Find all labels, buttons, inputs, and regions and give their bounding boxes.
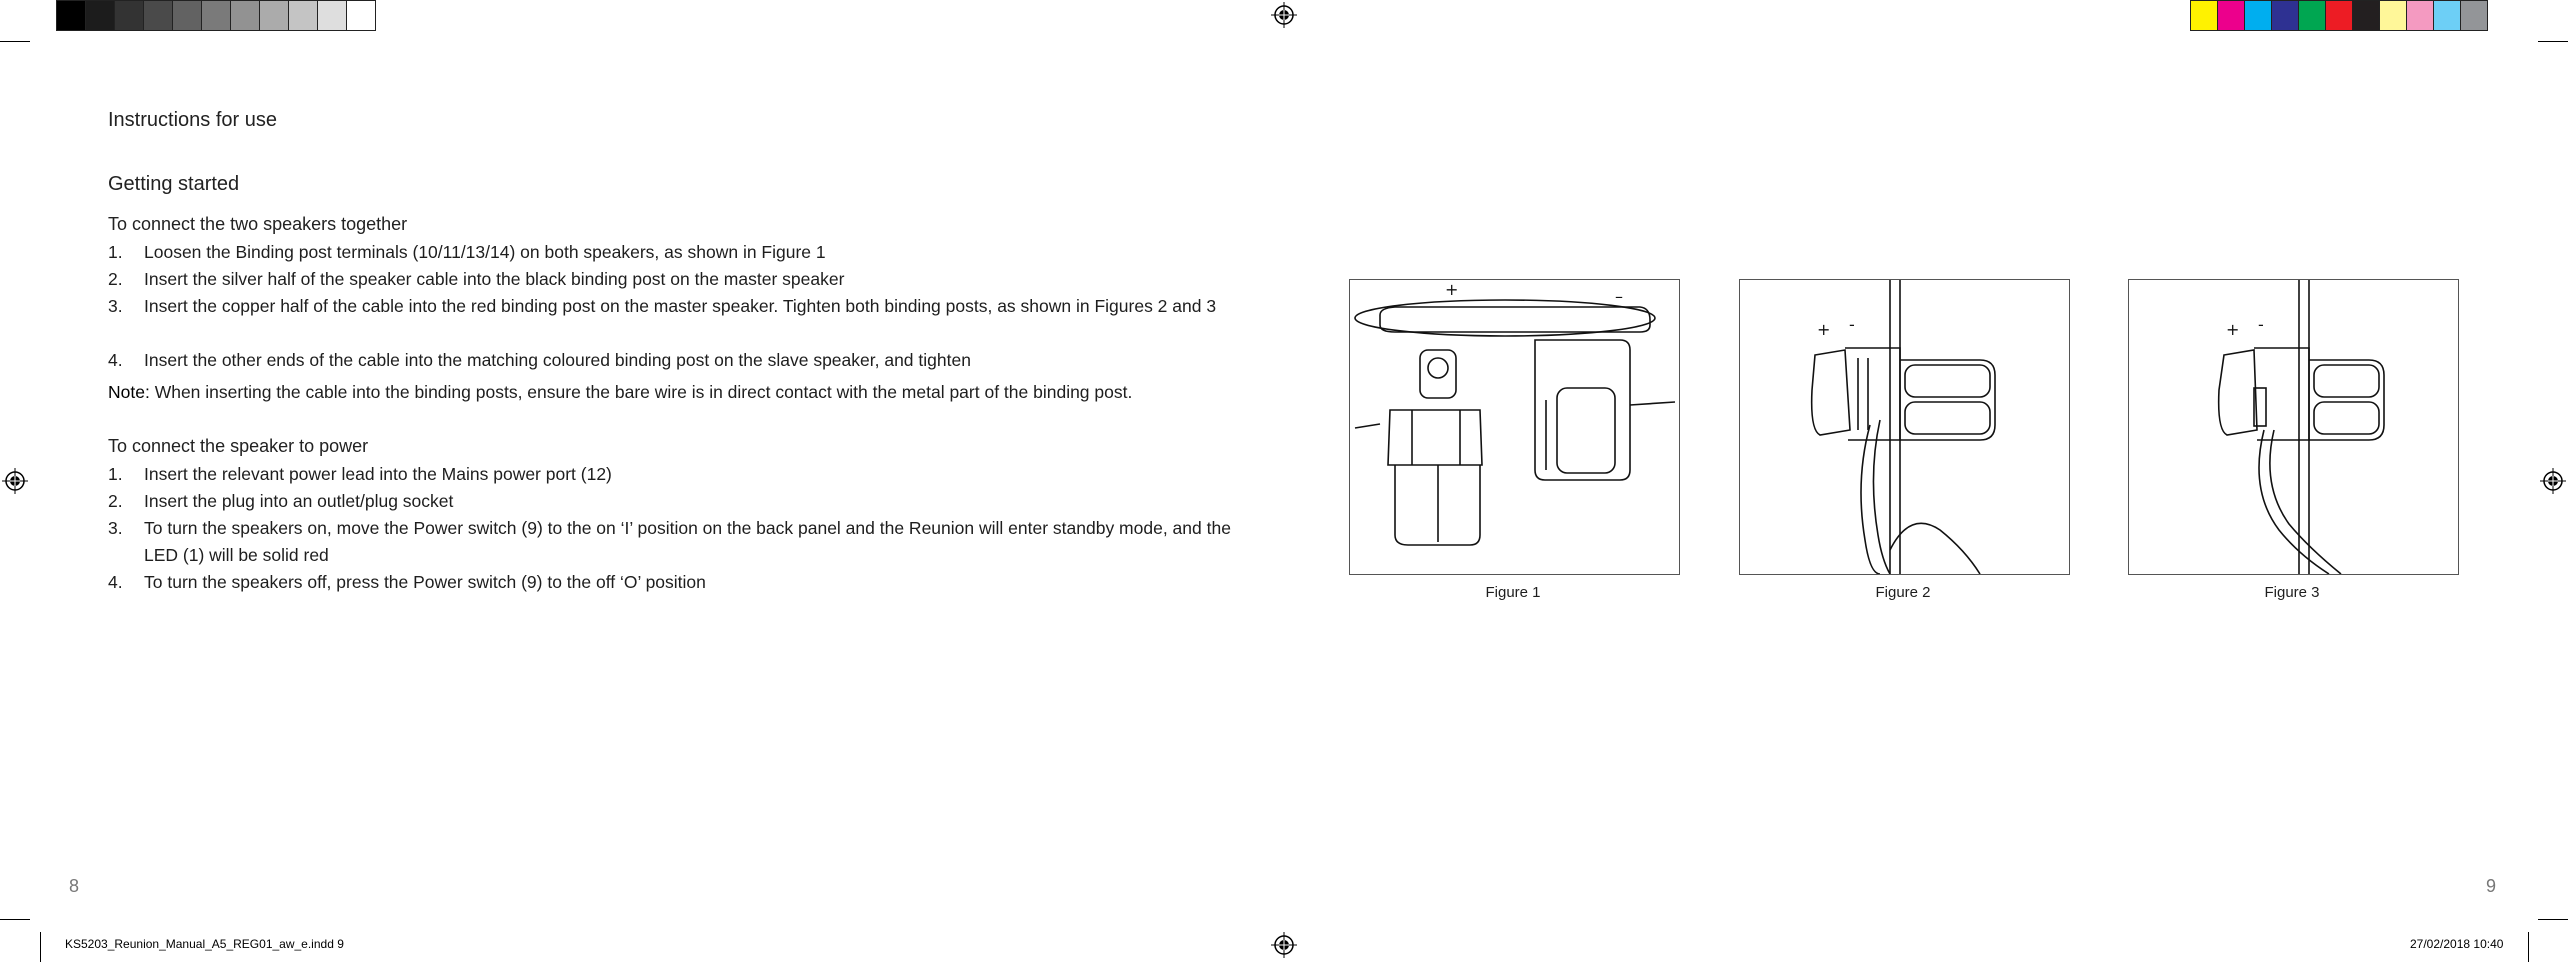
color-swatch (115, 1, 144, 30)
color-swatch (318, 1, 347, 30)
registration-mark-icon (2, 468, 28, 494)
minus-symbol: - (2258, 315, 2264, 334)
color-swatch (2434, 1, 2461, 30)
figure-1-caption: Figure 1 (1485, 584, 1541, 601)
figure-3 (2128, 279, 2459, 575)
list-text: Loosen the Binding post terminals (10/11/13/14) on both speakers, as shown in Figure 1 (144, 242, 826, 262)
list-text: To turn the speakers off, press the Power switch (9) to the off ‘O’ position (144, 572, 706, 592)
list-number: 1. (108, 464, 123, 484)
list-text: Insert the other ends of the cable into the matching coloured binding post on the slave speaker, and tighten (144, 350, 971, 370)
color-swatch (144, 1, 173, 30)
registration-mark-icon (2540, 468, 2566, 494)
list-item (108, 515, 1238, 569)
color-swatch (2461, 1, 2487, 30)
list-item (108, 293, 1238, 320)
slug-date-time: 27/02/2018 10:40 (2410, 937, 2504, 951)
color-swatch (2326, 1, 2353, 30)
color-swatch (260, 1, 289, 30)
figure-2-caption: Figure 2 (1875, 584, 1931, 601)
connect-power-heading: To connect the speaker to power (108, 436, 369, 456)
plus-symbol: + (2226, 320, 2240, 339)
list-number: 4. (108, 572, 123, 592)
list-item (108, 488, 1238, 515)
color-swatch (202, 1, 231, 30)
note (108, 382, 1132, 403)
color-swatch (347, 1, 375, 30)
crop-mark (0, 41, 30, 42)
list-item (108, 239, 1238, 266)
list-item (108, 461, 1238, 488)
minus-symbol: – (1615, 287, 1623, 306)
slug-file-info: KS5203_Reunion_Manual_A5_REG01_aw_e.indd 9 (65, 937, 344, 951)
figure-3-caption: Figure 3 (2264, 584, 2320, 601)
crop-mark (2538, 919, 2568, 920)
figure-2 (1739, 279, 2070, 575)
color-swatch (289, 1, 318, 30)
color-swatch (173, 1, 202, 30)
color-swatch (2380, 1, 2407, 30)
list-item (108, 569, 1238, 596)
color-swatch (2353, 1, 2380, 30)
binding-post-terminals-icon (1350, 280, 1679, 574)
color-swatch (2299, 1, 2326, 30)
color-swatch (57, 1, 86, 30)
process-color-bar (2190, 0, 2488, 31)
list-number: 2. (108, 491, 123, 511)
list-text: Insert the copper half of the cable into the red binding post on the master speaker. Tighten both binding posts, as shown in Figures 2 and 3 (144, 296, 1217, 316)
list-number: 3. (108, 296, 123, 316)
color-swatch (231, 1, 260, 30)
list-number: 4. (108, 350, 123, 370)
note-label: Note: (108, 382, 150, 402)
color-swatch (2407, 1, 2434, 30)
color-swatch (86, 1, 115, 30)
connect-speakers-heading: To connect the two speakers together (108, 214, 408, 234)
crop-mark (2538, 41, 2568, 42)
crop-mark (40, 932, 41, 962)
color-swatch (2191, 1, 2218, 30)
plus-symbol: + (1445, 280, 1459, 299)
minus-symbol: - (1849, 315, 1855, 334)
list-number: 3. (108, 518, 123, 538)
list-item (108, 266, 1238, 293)
list-number: 1. (108, 242, 123, 262)
list-number: 2. (108, 269, 123, 289)
list-text: Insert the silver half of the speaker cable into the black binding post on the master speaker (144, 269, 845, 289)
note-text: When inserting the cable into the binding posts, ensure the bare wire is in direct contact with the metal part of the binding post. (154, 382, 1133, 402)
list-text: Insert the relevant power lead into the Mains power port (12) (144, 464, 612, 484)
section-title: Getting started (108, 173, 240, 195)
registration-mark-icon (1271, 2, 1297, 28)
page-number-left: 8 (69, 876, 80, 896)
binding-post-tightened-icon (2129, 280, 2458, 574)
plus-symbol: + (1817, 320, 1831, 339)
crop-mark (0, 919, 30, 920)
list-text: Insert the plug into an outlet/plug socket (144, 491, 454, 511)
page-header: Instructions for use (108, 109, 277, 131)
page-number-right: 9 (2486, 876, 2497, 896)
list-text: To turn the speakers on, move the Power switch (9) to the on ‘I’ position on the back panel and the Reunion will enter standby mode, and the LED (1) will be solid red (144, 518, 1231, 565)
crop-mark (2528, 932, 2529, 962)
cable-insertion-icon (1740, 280, 2069, 574)
color-swatch (2245, 1, 2272, 30)
figure-1 (1349, 279, 1680, 575)
color-swatch (2272, 1, 2299, 30)
list-item (108, 347, 1238, 374)
color-swatch (2218, 1, 2245, 30)
registration-mark-icon (1271, 932, 1297, 958)
greyscale-color-bar (56, 0, 376, 31)
